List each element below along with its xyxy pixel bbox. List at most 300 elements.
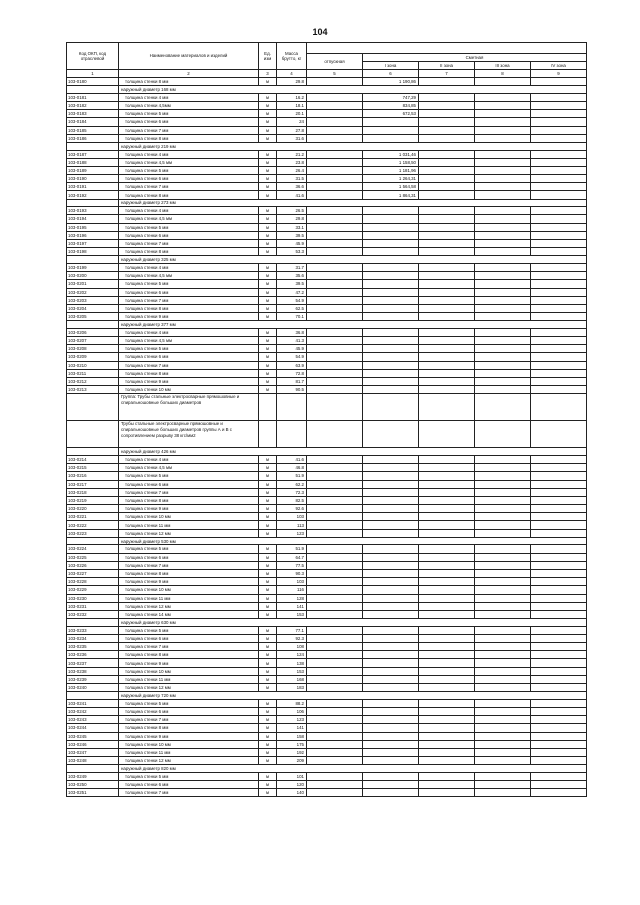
release-price-cell bbox=[307, 288, 363, 296]
table-row bbox=[67, 134, 587, 142]
mass-cell: 140 bbox=[277, 789, 307, 797]
zone-price-cell bbox=[419, 667, 475, 675]
zone-price-cell bbox=[419, 296, 475, 304]
table-row bbox=[67, 699, 587, 707]
zone-price-cell bbox=[531, 328, 587, 336]
release-price-cell bbox=[307, 464, 363, 472]
zone-price-cell bbox=[419, 740, 475, 748]
zone-price-cell bbox=[363, 296, 419, 304]
zone-price-cell bbox=[475, 239, 531, 247]
name-cell: толщина стенки 5 мм bbox=[119, 699, 259, 707]
zone-price-cell bbox=[531, 377, 587, 385]
zone-price-cell bbox=[363, 328, 419, 336]
release-price-cell bbox=[307, 455, 363, 463]
release-price-cell bbox=[307, 248, 363, 256]
zone-price-cell bbox=[531, 191, 587, 199]
unit-cell: м bbox=[259, 789, 277, 797]
zone-price-cell bbox=[363, 263, 419, 271]
release-price-cell bbox=[307, 781, 363, 789]
zone-price-cell bbox=[419, 248, 475, 256]
zone-price-cell bbox=[419, 78, 475, 86]
code-cell: 103-0242 bbox=[67, 707, 119, 715]
code-cell: 103-0182 bbox=[67, 101, 119, 109]
zone-price-cell bbox=[531, 707, 587, 715]
code-cell bbox=[67, 448, 119, 456]
name-cell: толщина стенки 4 мм bbox=[119, 207, 259, 215]
release-price-cell bbox=[307, 296, 363, 304]
empty-cell bbox=[475, 394, 531, 421]
name-cell: толщина стенки 8 мм bbox=[119, 304, 259, 312]
code-cell: 103-0210 bbox=[67, 361, 119, 369]
name-cell: толщина стенки 6 мм bbox=[119, 553, 259, 561]
name-cell: толщина стенки 7 мм bbox=[119, 183, 259, 191]
mass-cell: 29.8 bbox=[277, 78, 307, 86]
zone-price-cell bbox=[475, 280, 531, 288]
table-row bbox=[67, 684, 587, 692]
zone-price-cell bbox=[363, 231, 419, 239]
zone-price-cell bbox=[531, 166, 587, 174]
unit-cell: м bbox=[259, 472, 277, 480]
mass-cell: 183 bbox=[277, 684, 307, 692]
mass-cell: 72.3 bbox=[277, 488, 307, 496]
unit-cell: м bbox=[259, 781, 277, 789]
unit-cell: м bbox=[259, 288, 277, 296]
zone-price-cell bbox=[419, 757, 475, 765]
mass-cell: 20.1 bbox=[277, 110, 307, 118]
name-cell: толщина стенки 6 мм bbox=[119, 634, 259, 642]
table-row bbox=[67, 586, 587, 594]
zone-price-cell bbox=[531, 569, 587, 577]
code-cell: 103-0203 bbox=[67, 296, 119, 304]
group-heading: наружный диаметр 630 мм bbox=[119, 619, 587, 627]
name-cell: толщина стенки 4,5 мм bbox=[119, 215, 259, 223]
zone-price-cell bbox=[475, 553, 531, 561]
group-heading-row bbox=[67, 448, 587, 456]
zone-price-cell bbox=[475, 386, 531, 394]
header-zone: II зона bbox=[419, 62, 475, 70]
name-cell: толщина стенки 12 мм bbox=[119, 684, 259, 692]
name-cell: толщина стенки 9 мм bbox=[119, 732, 259, 740]
code-cell: 103-0202 bbox=[67, 288, 119, 296]
table-row bbox=[67, 361, 587, 369]
zone-price-cell bbox=[419, 455, 475, 463]
zone-price-cell bbox=[419, 126, 475, 134]
zone-price-cell bbox=[531, 488, 587, 496]
zone-price-cell bbox=[363, 369, 419, 377]
table-row bbox=[67, 569, 587, 577]
name-cell: толщина стенки 4,5 мм bbox=[119, 272, 259, 280]
table-row bbox=[67, 659, 587, 667]
mass-cell: 33.1 bbox=[277, 223, 307, 231]
release-price-cell bbox=[307, 93, 363, 101]
header-mass: Масса брутто, кг bbox=[277, 43, 307, 70]
zone-price-cell bbox=[531, 175, 587, 183]
mass-cell: 124 bbox=[277, 651, 307, 659]
table-row bbox=[67, 110, 587, 118]
zone-price-cell bbox=[419, 272, 475, 280]
code-cell bbox=[67, 537, 119, 545]
empty-cell bbox=[363, 394, 419, 421]
code-cell: 103-0243 bbox=[67, 716, 119, 724]
zone-price-cell bbox=[363, 126, 419, 134]
name-cell: толщина стенки 9 мм bbox=[119, 505, 259, 513]
name-cell: толщина стенки 6 мм bbox=[119, 118, 259, 126]
zone-price-cell bbox=[531, 239, 587, 247]
table-row bbox=[67, 207, 587, 215]
zone-price-cell bbox=[419, 464, 475, 472]
table-row bbox=[67, 529, 587, 537]
zone-price-cell bbox=[531, 684, 587, 692]
unit-cell: м bbox=[259, 239, 277, 247]
table-row bbox=[67, 166, 587, 174]
unit-cell: м bbox=[259, 529, 277, 537]
zone-price-cell bbox=[475, 369, 531, 377]
table-row bbox=[67, 150, 587, 158]
table-row bbox=[67, 545, 587, 553]
zone-price-cell bbox=[475, 488, 531, 496]
mass-cell: 54.9 bbox=[277, 353, 307, 361]
zone-price-cell bbox=[531, 288, 587, 296]
code-cell: 103-0191 bbox=[67, 183, 119, 191]
table-row bbox=[67, 248, 587, 256]
column-number: 1 bbox=[67, 70, 119, 78]
zone-price-cell bbox=[419, 748, 475, 756]
mass-cell: 108 bbox=[277, 643, 307, 651]
release-price-cell bbox=[307, 602, 363, 610]
code-cell: 103-0245 bbox=[67, 732, 119, 740]
group-heading: наружный диаметр 530 мм bbox=[119, 537, 587, 545]
table-row bbox=[67, 296, 587, 304]
code-cell: 103-0217 bbox=[67, 480, 119, 488]
zone-price-cell bbox=[531, 561, 587, 569]
release-price-cell bbox=[307, 110, 363, 118]
zone-price-cell bbox=[419, 118, 475, 126]
unit-cell: м bbox=[259, 513, 277, 521]
code-cell: 103-0207 bbox=[67, 337, 119, 345]
mass-cell: 138 bbox=[277, 659, 307, 667]
code-cell: 103-0220 bbox=[67, 505, 119, 513]
zone-price-cell bbox=[475, 304, 531, 312]
zone-price-cell bbox=[475, 505, 531, 513]
zone-price-cell bbox=[419, 643, 475, 651]
unit-cell: м bbox=[259, 626, 277, 634]
unit-cell: м bbox=[259, 553, 277, 561]
name-cell: толщина стенки 5 мм bbox=[119, 223, 259, 231]
zone-price-cell bbox=[531, 353, 587, 361]
unit-cell: м bbox=[259, 158, 277, 166]
name-cell: толщина стенки 7 мм bbox=[119, 126, 259, 134]
code-cell: 103-0209 bbox=[67, 353, 119, 361]
group-heading-row bbox=[67, 765, 587, 773]
zone-price-cell bbox=[419, 231, 475, 239]
code-cell: 103-0219 bbox=[67, 496, 119, 504]
unit-cell: м bbox=[259, 280, 277, 288]
zone-price-cell bbox=[475, 78, 531, 86]
name-cell: толщина стенки 10 мм bbox=[119, 513, 259, 521]
zone-price-cell bbox=[475, 191, 531, 199]
release-price-cell bbox=[307, 626, 363, 634]
zone-price-cell: 1 264,31 bbox=[363, 175, 419, 183]
name-cell: толщина стенки 5 мм bbox=[119, 166, 259, 174]
code-cell: 103-0180 bbox=[67, 78, 119, 86]
zone-price-cell bbox=[531, 716, 587, 724]
code-cell: 103-0216 bbox=[67, 472, 119, 480]
mass-cell: 46.8 bbox=[277, 464, 307, 472]
zone-price-cell bbox=[475, 101, 531, 109]
zone-price-cell bbox=[419, 93, 475, 101]
zone-price-cell bbox=[475, 377, 531, 385]
unit-cell: м bbox=[259, 586, 277, 594]
unit-cell: м bbox=[259, 191, 277, 199]
zone-price-cell bbox=[363, 496, 419, 504]
code-cell: 103-0198 bbox=[67, 248, 119, 256]
mass-cell: 51.9 bbox=[277, 472, 307, 480]
name-cell: толщина стенки 10 мм bbox=[119, 586, 259, 594]
name-cell: толщина стенки 5 мм bbox=[119, 772, 259, 780]
mass-cell: 41.6 bbox=[277, 191, 307, 199]
release-price-cell bbox=[307, 757, 363, 765]
code-cell: 103-0206 bbox=[67, 328, 119, 336]
release-price-cell bbox=[307, 78, 363, 86]
column-number: 5 bbox=[307, 70, 363, 78]
zone-price-cell bbox=[531, 789, 587, 797]
release-price-cell bbox=[307, 215, 363, 223]
unit-cell: м bbox=[259, 361, 277, 369]
zone-price-cell bbox=[363, 505, 419, 513]
mass-cell: 23.8 bbox=[277, 158, 307, 166]
name-cell: толщина стенки 7 мм bbox=[119, 361, 259, 369]
mass-cell: 64.7 bbox=[277, 553, 307, 561]
zone-price-cell bbox=[475, 263, 531, 271]
unit-cell: м bbox=[259, 521, 277, 529]
zone-price-cell bbox=[419, 707, 475, 715]
zone-price-cell bbox=[531, 280, 587, 288]
zone-price-cell bbox=[363, 488, 419, 496]
zone-price-cell bbox=[363, 513, 419, 521]
name-cell: толщина стенки 8 мм bbox=[119, 248, 259, 256]
zone-price-cell bbox=[475, 361, 531, 369]
release-price-cell bbox=[307, 716, 363, 724]
table-row bbox=[67, 337, 587, 345]
mass-cell: 168 bbox=[277, 675, 307, 683]
zone-price-cell bbox=[363, 118, 419, 126]
mass-cell: 123 bbox=[277, 529, 307, 537]
unit-cell: м bbox=[259, 716, 277, 724]
table-row bbox=[67, 496, 587, 504]
zone-price-cell bbox=[531, 78, 587, 86]
unit-cell: м bbox=[259, 602, 277, 610]
mass-cell: 31.5 bbox=[277, 175, 307, 183]
table-row bbox=[67, 594, 587, 602]
release-price-cell bbox=[307, 772, 363, 780]
mass-cell: 21.2 bbox=[277, 150, 307, 158]
zone-price-cell bbox=[475, 455, 531, 463]
zone-price-cell bbox=[475, 158, 531, 166]
release-price-cell bbox=[307, 740, 363, 748]
zone-price-cell bbox=[475, 707, 531, 715]
unit-cell: м bbox=[259, 272, 277, 280]
mass-cell: 77.5 bbox=[277, 561, 307, 569]
release-price-cell bbox=[307, 707, 363, 715]
release-price-cell bbox=[307, 724, 363, 732]
unit-cell: м bbox=[259, 488, 277, 496]
unit-cell: м bbox=[259, 505, 277, 513]
zone-price-cell bbox=[419, 569, 475, 577]
column-number: 8 bbox=[475, 70, 531, 78]
mass-cell: 116 bbox=[277, 586, 307, 594]
unit-cell: м bbox=[259, 757, 277, 765]
code-cell: 103-0205 bbox=[67, 313, 119, 321]
code-cell: 103-0211 bbox=[67, 369, 119, 377]
column-number: 2 bbox=[119, 70, 259, 78]
unit-cell: м bbox=[259, 118, 277, 126]
zone-price-cell bbox=[419, 513, 475, 521]
zone-price-cell bbox=[419, 521, 475, 529]
release-price-cell bbox=[307, 313, 363, 321]
zone-price-cell bbox=[363, 626, 419, 634]
zone-price-cell bbox=[363, 472, 419, 480]
zone-price-cell bbox=[419, 158, 475, 166]
unit-cell: м bbox=[259, 561, 277, 569]
zone-price-cell bbox=[419, 724, 475, 732]
column-number: 7 bbox=[419, 70, 475, 78]
zone-price-cell bbox=[363, 521, 419, 529]
zone-price-cell bbox=[475, 684, 531, 692]
name-cell: толщина стенки 5 мм bbox=[119, 545, 259, 553]
group-heading-row bbox=[67, 199, 587, 207]
release-price-cell bbox=[307, 659, 363, 667]
zone-price-cell bbox=[475, 134, 531, 142]
unit-cell: м bbox=[259, 496, 277, 504]
table-row bbox=[67, 328, 587, 336]
zone-price-cell bbox=[475, 183, 531, 191]
zone-price-cell bbox=[363, 377, 419, 385]
release-price-cell bbox=[307, 505, 363, 513]
empty-cell bbox=[307, 394, 363, 421]
zone-price-cell bbox=[531, 183, 587, 191]
code-cell bbox=[67, 394, 119, 421]
zone-price-cell bbox=[531, 118, 587, 126]
zone-price-cell: 1 031,46 bbox=[363, 150, 419, 158]
zone-price-cell bbox=[419, 732, 475, 740]
mass-cell: 45.9 bbox=[277, 239, 307, 247]
zone-price-cell bbox=[419, 505, 475, 513]
mass-cell: 39.5 bbox=[277, 231, 307, 239]
zone-price-cell bbox=[531, 659, 587, 667]
zone-price-cell bbox=[531, 361, 587, 369]
table-row bbox=[67, 101, 587, 109]
code-cell: 103-0238 bbox=[67, 667, 119, 675]
unit-cell: м bbox=[259, 545, 277, 553]
zone-price-cell bbox=[419, 684, 475, 692]
release-price-cell bbox=[307, 529, 363, 537]
mass-cell: 39.5 bbox=[277, 280, 307, 288]
name-cell: толщина стенки 4,5 мм bbox=[119, 158, 259, 166]
zone-price-cell bbox=[475, 272, 531, 280]
table-row bbox=[67, 716, 587, 724]
release-price-cell bbox=[307, 345, 363, 353]
code-cell: 103-0224 bbox=[67, 545, 119, 553]
zone-price-cell bbox=[475, 740, 531, 748]
table-row bbox=[67, 93, 587, 101]
zone-price-cell bbox=[531, 304, 587, 312]
code-cell: 103-0204 bbox=[67, 304, 119, 312]
release-price-cell bbox=[307, 594, 363, 602]
code-cell bbox=[67, 619, 119, 627]
code-cell: 103-0183 bbox=[67, 110, 119, 118]
zone-price-cell bbox=[531, 480, 587, 488]
zone-price-cell bbox=[475, 313, 531, 321]
zone-price-cell bbox=[419, 313, 475, 321]
table-row bbox=[67, 561, 587, 569]
zone-price-cell bbox=[531, 93, 587, 101]
zone-price-cell bbox=[363, 578, 419, 586]
zone-price-cell bbox=[363, 313, 419, 321]
name-cell: толщина стенки 5 мм bbox=[119, 345, 259, 353]
zone-price-cell bbox=[419, 101, 475, 109]
unit-cell: м bbox=[259, 215, 277, 223]
price-table bbox=[66, 42, 587, 797]
zone-price-cell bbox=[419, 659, 475, 667]
group-heading-row bbox=[67, 619, 587, 627]
group-heading-row bbox=[67, 256, 587, 264]
zone-price-cell bbox=[419, 361, 475, 369]
zone-price-cell bbox=[419, 110, 475, 118]
table-row bbox=[67, 345, 587, 353]
zone-price-cell bbox=[363, 675, 419, 683]
unit-cell: м bbox=[259, 263, 277, 271]
code-cell: 103-0213 bbox=[67, 386, 119, 394]
zone-price-cell bbox=[475, 545, 531, 553]
zone-price-cell bbox=[475, 118, 531, 126]
zone-price-cell: 1 564,58 bbox=[363, 183, 419, 191]
release-price-cell bbox=[307, 684, 363, 692]
unit-cell: м bbox=[259, 569, 277, 577]
name-cell: толщина стенки 9 мм bbox=[119, 313, 259, 321]
zone-price-cell bbox=[531, 134, 587, 142]
zone-price-cell bbox=[363, 586, 419, 594]
unit-cell: м bbox=[259, 610, 277, 618]
table-row bbox=[67, 781, 587, 789]
header-unit: Ед. изм bbox=[259, 43, 277, 70]
name-cell: толщина стенки 11 мм bbox=[119, 594, 259, 602]
zone-price-cell bbox=[363, 480, 419, 488]
zone-price-cell bbox=[363, 757, 419, 765]
zone-price-cell bbox=[475, 166, 531, 174]
mass-cell: 90.3 bbox=[277, 569, 307, 577]
release-price-cell bbox=[307, 789, 363, 797]
name-cell: толщина стенки 11 мм bbox=[119, 521, 259, 529]
code-cell: 103-0247 bbox=[67, 748, 119, 756]
table-row bbox=[67, 789, 587, 797]
zone-price-cell bbox=[531, 472, 587, 480]
mass-cell: 24 bbox=[277, 118, 307, 126]
release-price-cell bbox=[307, 183, 363, 191]
code-cell bbox=[67, 86, 119, 94]
zone-price-cell bbox=[363, 707, 419, 715]
name-cell: толщина стенки 7 мм bbox=[119, 789, 259, 797]
unit-cell: м bbox=[259, 134, 277, 142]
zone-price-cell bbox=[363, 529, 419, 537]
name-cell: толщина стенки 4 мм bbox=[119, 263, 259, 271]
zone-price-cell: 1 864,31 bbox=[363, 191, 419, 199]
group-heading: наружный диаметр 273 мм bbox=[119, 199, 587, 207]
table-row bbox=[67, 353, 587, 361]
zone-price-cell bbox=[531, 724, 587, 732]
unit-cell: м bbox=[259, 353, 277, 361]
zone-price-cell bbox=[419, 304, 475, 312]
release-price-cell bbox=[307, 118, 363, 126]
